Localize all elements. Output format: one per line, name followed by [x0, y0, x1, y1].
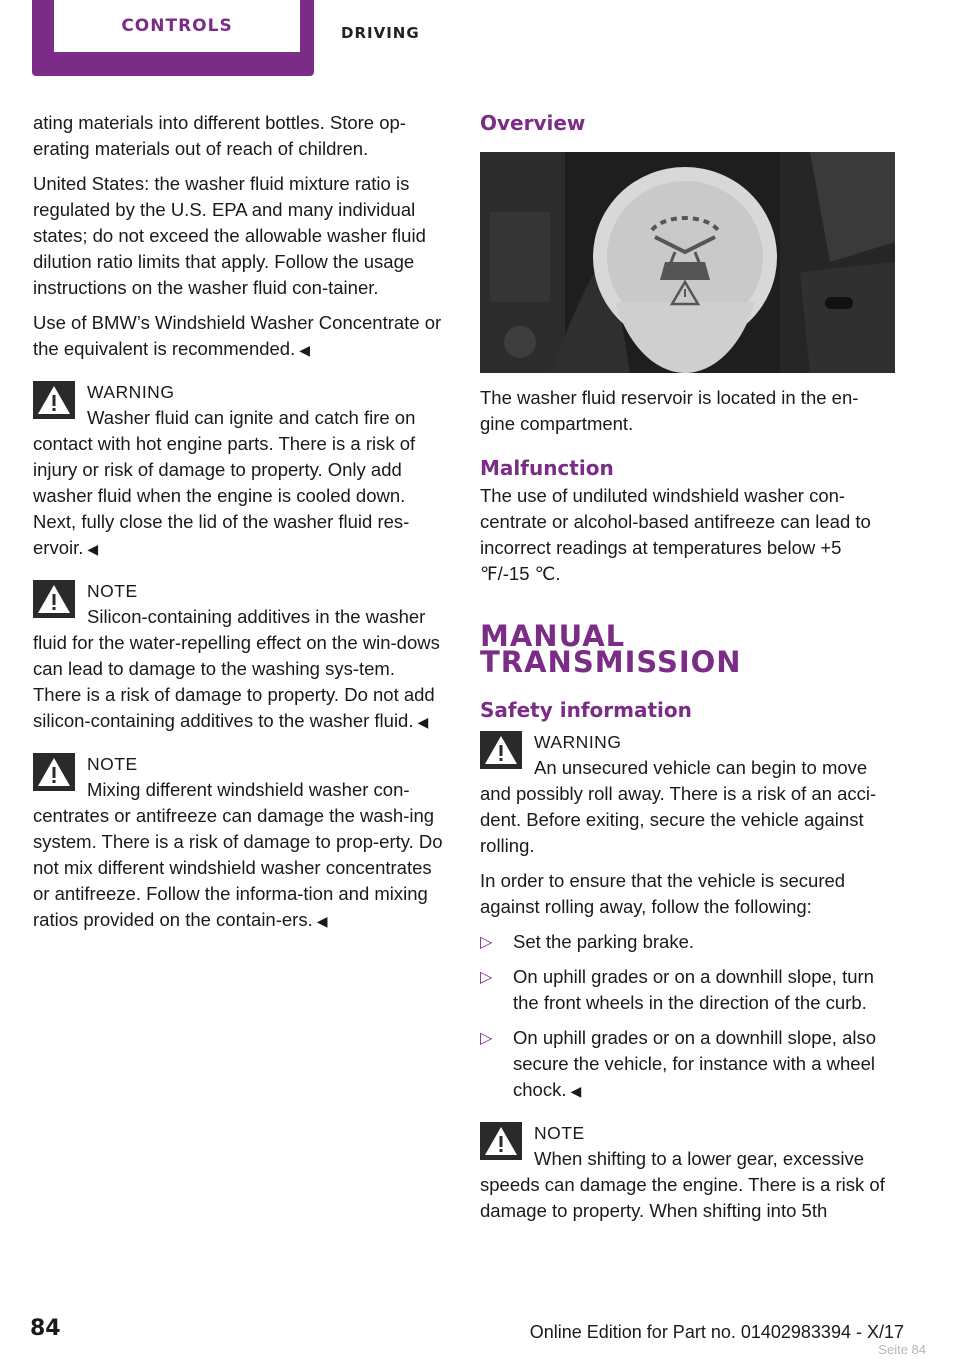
- list-item-text: On uphill grades or on a downhill slope, also secure the vehicle, for instance with a wheel chock.: [513, 1027, 877, 1100]
- section-heading: MANUAL TRANSMISSION: [480, 619, 742, 679]
- note-title: NOTE: [534, 1123, 585, 1143]
- note-body: [33, 803, 445, 934]
- page-number: 84: [30, 1316, 61, 1341]
- ensure-text: In order to ensure that the vehicle is secured against rolling away, follow the following:: [480, 870, 846, 917]
- warning-title: WARNING: [87, 382, 175, 402]
- right-column: [480, 110, 892, 1233]
- note-mixing: [33, 751, 445, 934]
- end-of-section-icon: ◀: [417, 714, 429, 730]
- left-column: [33, 110, 445, 943]
- warning-first-line: An unsecured vehicle can begin to move: [534, 757, 868, 778]
- tab-driving[interactable]: DRIVING: [341, 24, 420, 42]
- tab-controls-label: CONTROLS: [54, 0, 300, 52]
- safety-heading: Safety information: [480, 698, 692, 722]
- warning-fire: [33, 379, 445, 562]
- steps-list: [480, 929, 892, 1104]
- warning-rolling: [480, 729, 892, 859]
- triangle-bullet-icon: ▷: [480, 969, 493, 986]
- note-first-line: When shifting to a lower gear, excessive: [534, 1148, 865, 1169]
- malfunction-text: The use of undiluted windshield washer con‐centrate or alcohol-based antifreeze can lead to incorrect readings at temperatures below +5 ℉/-15 ℃.: [480, 485, 871, 584]
- malfunction-heading: Malfunction: [480, 456, 614, 480]
- end-of-section-icon: ◀: [299, 342, 311, 358]
- warning-triangle-icon: [33, 753, 75, 791]
- warning-title: WARNING: [534, 732, 622, 752]
- note-text: centrates or antifreeze can damage the wash‐ing system. There is a risk of damage to prop‐erty. Do not mix different windshield washer concentrates or antifreeze. Follow the informa‐tion and mixing ratios provided on the contain‐ers.: [33, 805, 443, 930]
- end-of-section-icon: ◀: [316, 913, 328, 929]
- tab-controls[interactable]: [32, 0, 314, 76]
- warning-triangle-icon: [33, 580, 75, 618]
- list-item-text: Set the parking brake.: [513, 931, 694, 952]
- list-item-text: On uphill grades or on a downhill slope, turn the front wheels in the direction of the curb.: [513, 966, 874, 1013]
- note-silicon: [33, 578, 445, 735]
- warning-first-line: Washer fluid can ignite and catch fire on: [87, 407, 416, 428]
- note-title: NOTE: [87, 581, 138, 601]
- washer-reservoir-photo: [480, 152, 895, 373]
- footer-watermark: Seite 84: [878, 1342, 926, 1357]
- paragraph-operating-materials: ating materials into different bottles. Store op‐erating materials out of reach of children.: [33, 112, 406, 159]
- overview-heading: Overview: [480, 111, 586, 135]
- warning-body: [33, 431, 445, 562]
- triangle-bullet-icon: ▷: [480, 934, 493, 951]
- end-of-section-icon: ◀: [87, 541, 99, 557]
- note-first-line: Mixing different windshield washer con‐: [87, 779, 410, 800]
- note-first-line: Silicon-containing additives in the washer: [87, 606, 426, 627]
- note-title: NOTE: [87, 754, 138, 774]
- paragraph-us-regulation: United States: the washer fluid mixture ratio is regulated by the U.S. EPA and many individual states; do not exceed the allowable washer fluid dilution ratio limits that apply. Follow the usage instructions on the washer fluid con‐tainer.: [33, 173, 426, 298]
- footer-edition: Online Edition for Part no. 01402983394 - X/17: [529, 1322, 904, 1342]
- note-shifting: [480, 1120, 892, 1224]
- warning-text: contact with hot engine parts. There is a risk of injury or risk of damage to property. Only add washer fluid when the engine is cooled down. Next, fully close the lid of the washer fluid res‐ervoir.: [33, 433, 416, 558]
- warning-body: and possibly roll away. There is a risk of an acci‐dent. Before exiting, secure the vehicle against rolling.: [480, 783, 877, 856]
- paragraph-text: Use of BMW’s Windshield Washer Concentrate or the equivalent is recommended.: [33, 312, 442, 359]
- overview-text: The washer fluid reservoir is located in the en‐gine compartment.: [480, 387, 859, 434]
- warning-triangle-icon: [480, 731, 522, 769]
- warning-triangle-icon: [33, 381, 75, 419]
- note-body: [33, 630, 445, 735]
- list-item: [480, 964, 892, 1016]
- warning-triangle-icon: [480, 1122, 522, 1160]
- paragraph-recommendation: [33, 310, 445, 363]
- list-item: [480, 929, 892, 955]
- list-item: [480, 1025, 892, 1104]
- triangle-bullet-icon: ▷: [480, 1030, 493, 1047]
- note-text: fluid for the water-repelling effect on the win‐dows can lead to damage to the washing sys‐tem. There is a risk of damage to property. Do not add silicon-containing additives to the washer fluid.: [33, 632, 440, 731]
- note-body: speeds can damage the engine. There is a risk of damage to property. When shifting into 5th: [480, 1174, 885, 1221]
- end-of-section-icon: ◀: [570, 1083, 582, 1099]
